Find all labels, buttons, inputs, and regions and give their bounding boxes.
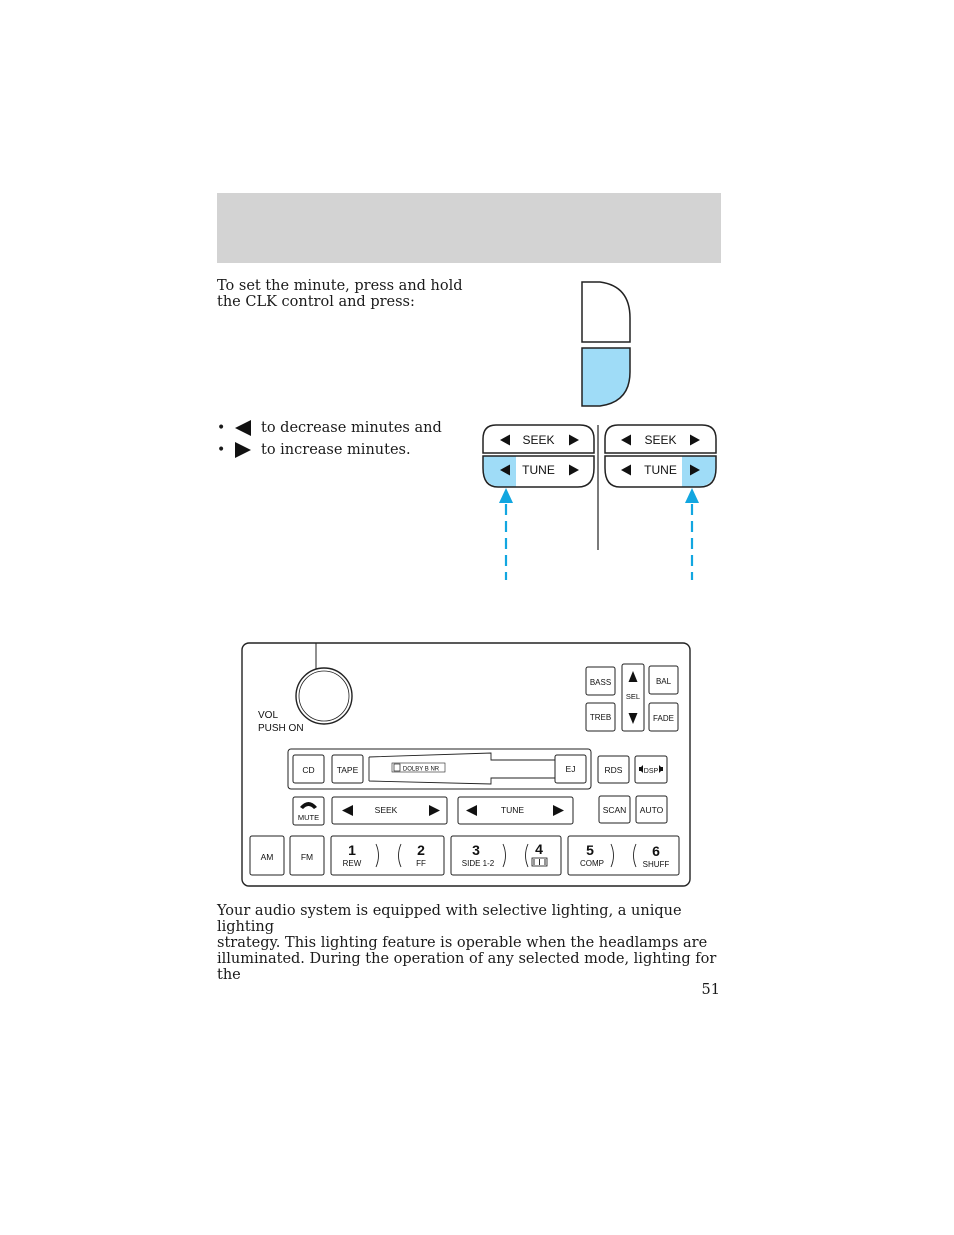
svg-text:AUTO: AUTO bbox=[639, 805, 664, 815]
svg-text:TREB: TREB bbox=[589, 713, 612, 722]
bullet-decrease-text: to decrease minutes and bbox=[261, 420, 442, 436]
preset-group-3-4 bbox=[451, 836, 561, 875]
blue-pointer-arrow-right bbox=[685, 488, 699, 580]
left-triangle-icon bbox=[233, 420, 261, 436]
body-line-2: strategy. This lighting feature is operable when the headlamps are bbox=[217, 935, 708, 951]
page-number: 51 bbox=[701, 982, 720, 998]
svg-text:CD: CD bbox=[302, 765, 315, 775]
blue-pointer-arrow-left bbox=[499, 488, 513, 580]
svg-text:SEL: SEL bbox=[625, 692, 641, 701]
preset-3-label: SIDE 1-2 bbox=[461, 859, 495, 868]
preset-1-label: REW bbox=[342, 859, 362, 868]
preset-3-number: 3 bbox=[472, 842, 480, 858]
preset-2-number: 2 bbox=[417, 842, 425, 858]
tune-right-arrow-icon bbox=[569, 465, 579, 476]
selective-lighting-paragraph bbox=[217, 903, 727, 983]
preset-group-5-6 bbox=[568, 836, 679, 875]
preset-1-number: 1 bbox=[348, 842, 356, 858]
seek-label-left: SEEK bbox=[522, 433, 555, 447]
instruction-line-2: the CLK control and press: bbox=[217, 294, 415, 310]
seek-label-right: SEEK bbox=[644, 433, 677, 447]
svg-text:FADE: FADE bbox=[653, 714, 674, 723]
radio-faceplate-illustration bbox=[241, 642, 693, 890]
svg-text:DOLBY B NR: DOLBY B NR bbox=[402, 766, 440, 773]
svg-text:BAL: BAL bbox=[655, 677, 672, 686]
svg-text:SEEK: SEEK bbox=[374, 805, 398, 815]
dolby-double-d-icon bbox=[532, 858, 547, 866]
preset-4-number: 4 bbox=[535, 841, 543, 857]
svg-text:SCAN: SCAN bbox=[602, 805, 627, 815]
svg-text:TUNE: TUNE bbox=[500, 805, 525, 815]
svg-text:AM: AM bbox=[260, 852, 274, 862]
preset-2-label: FF bbox=[416, 859, 426, 868]
bullet-decrease bbox=[217, 417, 442, 439]
svg-text:MUTE: MUTE bbox=[297, 813, 320, 822]
preset-6-number: 6 bbox=[652, 843, 660, 859]
bullet-increase bbox=[217, 439, 442, 461]
svg-text:FM: FM bbox=[300, 852, 314, 862]
svg-text:RDS: RDS bbox=[604, 765, 623, 775]
preset-6-label: SHUFF bbox=[642, 860, 670, 869]
tune-left-highlight bbox=[483, 456, 516, 487]
body-line-1: Your audio system is equipped with selective lighting, a unique lighting bbox=[217, 903, 682, 935]
seek-tune-left-group bbox=[483, 425, 594, 487]
bullet-dot: • bbox=[217, 420, 226, 436]
volume-knob bbox=[296, 668, 352, 724]
tune-label-left: TUNE bbox=[522, 463, 555, 477]
rocker-lower-half-highlighted bbox=[582, 348, 630, 406]
tune-left-arrow-icon bbox=[621, 465, 631, 476]
right-triangle-icon bbox=[233, 442, 261, 458]
seek-tune-right-group bbox=[605, 425, 716, 487]
svg-text:DSP: DSP bbox=[643, 768, 659, 775]
seek-tune-illustration bbox=[478, 420, 723, 585]
svg-text:BASS: BASS bbox=[589, 678, 612, 687]
svg-text:EJ: EJ bbox=[565, 764, 576, 774]
vol-label: VOL bbox=[258, 710, 279, 721]
push-on-label: PUSH ON bbox=[258, 723, 304, 734]
svg-text:TAPE: TAPE bbox=[336, 765, 359, 775]
preset-5-label: COMP bbox=[580, 859, 604, 868]
preset-5-number: 5 bbox=[586, 842, 594, 858]
bullet-increase-text: to increase minutes. bbox=[261, 442, 411, 458]
rocker-upper-half bbox=[582, 282, 630, 342]
set-minute-instruction bbox=[217, 278, 463, 310]
tune-label-right: TUNE bbox=[644, 463, 677, 477]
bullet-dot: • bbox=[217, 442, 226, 458]
section-header-band bbox=[217, 193, 721, 263]
clk-rocker-illustration bbox=[578, 280, 636, 410]
minute-bullet-list bbox=[217, 417, 442, 461]
instruction-line-1: To set the minute, press and hold bbox=[217, 278, 463, 294]
body-line-3: illuminated. During the operation of any selected mode, lighting for the bbox=[217, 951, 717, 983]
